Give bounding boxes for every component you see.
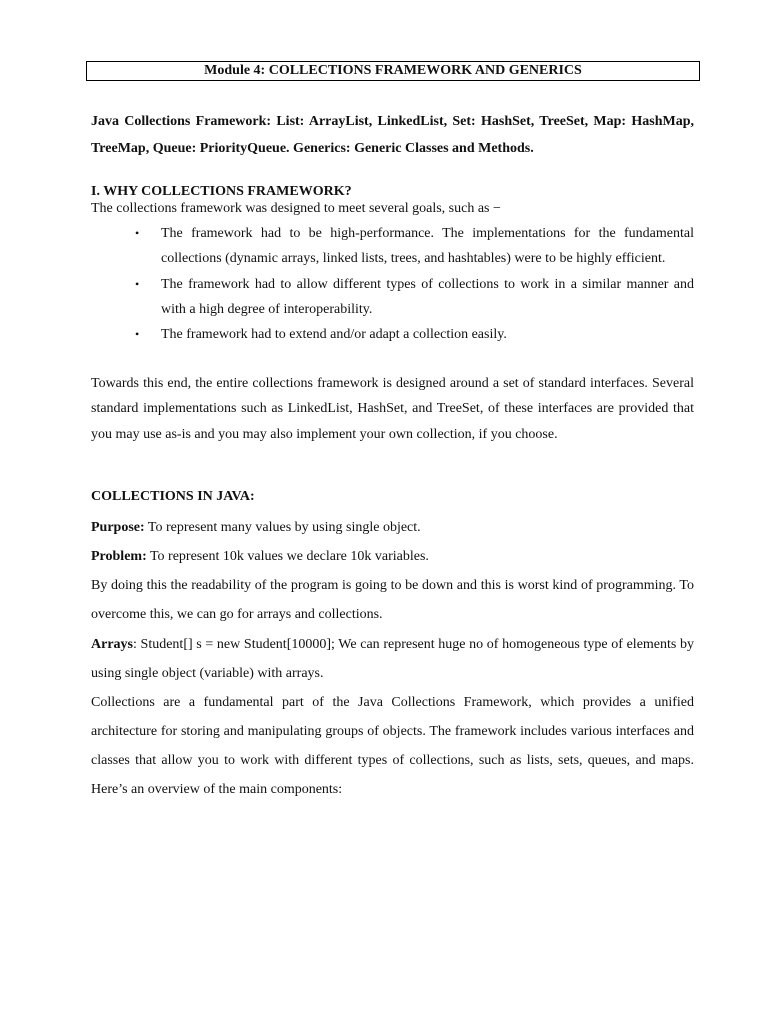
section-heading-collections-in-java: COLLECTIONS IN JAVA:	[91, 489, 255, 504]
purpose-text: To represent many values by using single object.	[144, 520, 421, 535]
goal-item	[131, 272, 694, 323]
arrays-label: Arrays	[91, 637, 133, 652]
section-heading-why-collections: I. WHY COLLECTIONS FRAMEWORK?	[91, 184, 352, 199]
arrays-paragraph	[91, 630, 694, 688]
bullet-icon: •	[135, 276, 140, 291]
purpose-paragraph	[91, 513, 694, 542]
goal-item	[131, 221, 694, 272]
bullet-icon: •	[135, 327, 140, 342]
problem-text: To represent 10k values we declare 10k variables.	[146, 549, 429, 564]
goal-text: The framework had to extend and/or adapt a collection easily.	[161, 327, 507, 343]
goal-text: The framework had to allow different types of collections to work in a similar manner and with a high degree of interoperability.	[161, 276, 694, 317]
problem-label: Problem:	[91, 549, 147, 564]
why-intro-text: The collections framework was designed to meet several goals, such as −	[91, 201, 501, 216]
syllabus-summary: Java Collections Framework: List: ArrayList, LinkedList, Set: HashSet, TreeSet, Map: HashMap, TreeMap, Queue: PriorityQueue. Generics: Generic Classes and Methods.	[91, 114, 694, 156]
problem-paragraph	[91, 542, 694, 571]
goal-item	[131, 322, 694, 347]
why-conclusion-paragraph: Towards this end, the entire collections framework is designed around a set of standard interfaces. Several standard implementations such as LinkedList, HashSet, and TreeSet, of these interfaces are provided that you may use as-is and you may also implement your own collection, if you choose.	[91, 376, 694, 442]
bullet-icon: •	[135, 226, 140, 240]
goals-list	[131, 221, 694, 347]
overview-paragraph: Collections are a fundamental part of the Java Collections Framework, which provides a unified architecture for storing and manipulating groups of objects. The framework includes various interfaces and classes that allow you to work with different types of collections, such as lists, sets, queues, and maps. Here’s an overview of the main components:	[91, 695, 694, 797]
module-title: Module 4: COLLECTIONS FRAMEWORK AND GENERICS	[86, 61, 700, 81]
goal-text: The framework had to be high-performance. The implementations for the fundamental collections (dynamic arrays, linked lists, trees, and hashtables) were to be highly efficient.	[161, 226, 694, 267]
readability-paragraph: By doing this the readability of the program is going to be down and this is worst kind of programming. To overcome this, we can go for arrays and collections.	[91, 578, 694, 622]
purpose-label: Purpose:	[91, 520, 145, 535]
arrays-text: : Student[] s = new Student[10000]; We can represent huge no of homogeneous type of elements by using single object (variable) with arrays.	[91, 637, 694, 681]
